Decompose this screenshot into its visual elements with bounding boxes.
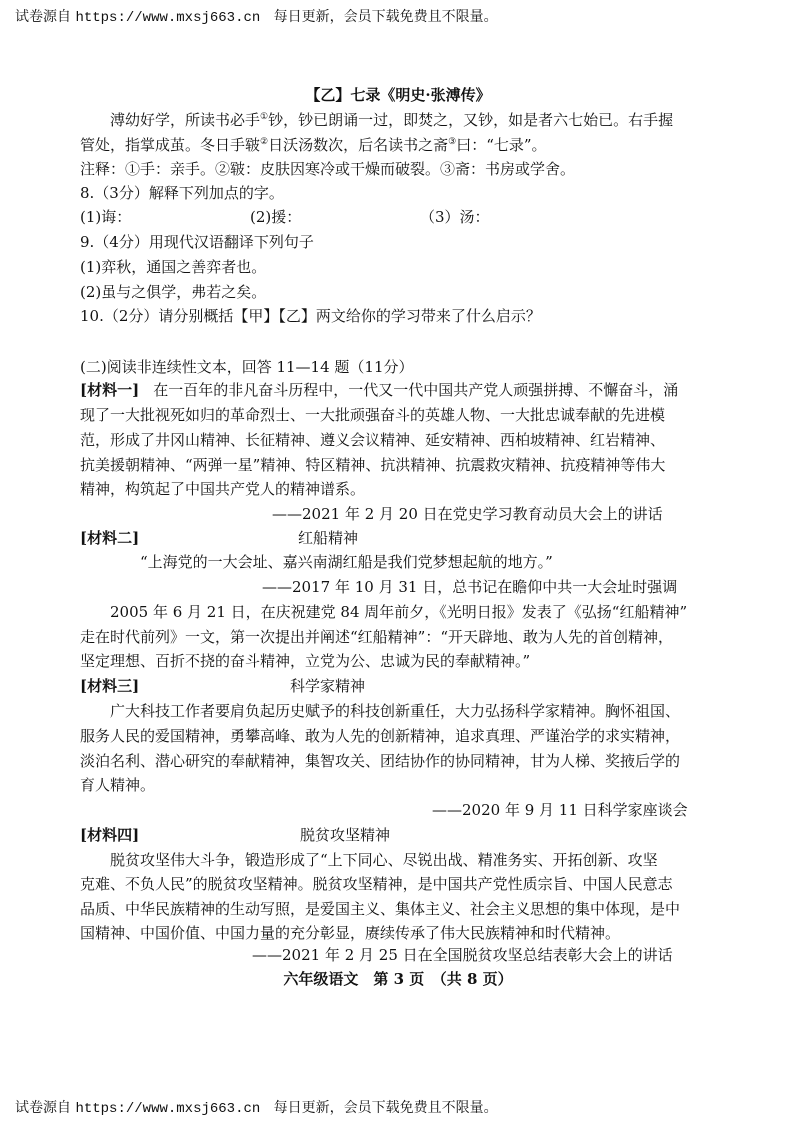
material-1-line1 <box>80 381 716 399</box>
question-10: 10.（2分）请分别概括【甲】【乙】两文给你的学习带来了什么启示？ <box>80 307 541 325</box>
material-4-line3: 品质、中华民族精神的生动写照，是爱国主义、集体主义、社会主义思想的集中体现，是中 <box>80 900 681 918</box>
material-2-title: 红船精神 <box>298 529 359 547</box>
question-8: 8.（3分）解释下列加点的字。 <box>80 184 284 202</box>
material-3-line2: 服务人民的爱国精神，勇攀高峰、敢为人先的创新精神，追求真理、严谨治学的求实精神， <box>80 727 681 745</box>
top-source-banner <box>15 6 498 26</box>
material-2-quote-source: ——2017 年 10 月 31 日，总书记在瞻仰中共一大会址时强调 <box>262 578 678 596</box>
material-4-tag: [材料四] <box>80 826 140 844</box>
material-3-header <box>80 677 716 695</box>
material-4-line4: 国精神、中国价值、中国力量的充分彰显，赓续传承了伟大民族精神和时代精神。 <box>80 924 621 942</box>
question-9-item-1: (1)弈秋，通国之善弈者也。 <box>80 258 267 276</box>
text-seg: 钞，钞已朗诵一过，即焚之，又钞，如是者六七始已。右手握 <box>268 111 674 129</box>
footnote-mark: ② <box>260 137 269 147</box>
section-yi-para-line1 <box>80 111 746 129</box>
material-3-source: ——2020 年 9 月 11 日科学家座谈会 <box>432 801 688 819</box>
material-2-quote: “上海党的一大会址、嘉兴南湖红船是我们党梦想起航的地方。” <box>140 553 553 571</box>
section-yi-para-line2 <box>80 136 716 154</box>
banner-site: 试卷源自 <box>15 9 71 25</box>
material-3-line4: 育人精神。 <box>80 776 156 794</box>
material-3-tag: [材料三] <box>80 677 140 695</box>
material-2-tag: [材料二] <box>80 529 140 547</box>
q8-item-2: (2)援： <box>250 208 302 226</box>
banner-url[interactable]: https://www.mxsj663.cn <box>75 10 261 26</box>
banner-slogan: 每日更新，会员下载免费且不限量。 <box>273 1100 498 1116</box>
banner-url[interactable]: https://www.mxsj663.cn <box>75 1101 261 1117</box>
material-2-line2: 走在时代前列》一文，第一次提出并阐述“红船精神”：“开天辟地、敢为人先的首创精神， <box>80 628 674 646</box>
material-3-line3: 淡泊名利、潜心研究的奉献精神，集智攻关、团结协作的协同精神，甘为人梯、奖掖后学的 <box>80 752 681 770</box>
text-seg: 管处，指掌成茧。冬日手皲 <box>80 136 261 154</box>
material-1-source: ——2021 年 2 月 20 日在党史学习教育动员大会上的讲话 <box>272 505 663 523</box>
material-4-title: 脱贫攻坚精神 <box>300 826 391 844</box>
footnote-mark: ① <box>260 112 269 122</box>
banner-site: 试卷源自 <box>15 1100 71 1116</box>
material-1-line5: 精神，构筑起了中国共产党人的精神谱系。 <box>80 480 366 498</box>
material-1-line4: 抗美援朝精神、“两弹一星”精神、特区精神、抗洪精神、抗震救灾精神、抗疫精神等伟大 <box>80 456 666 474</box>
text-seg: 溥幼好学，所读书必手 <box>110 111 261 129</box>
material-2-line1: 2005 年 6 月 21 日，在庆祝建党 84 周年前夕，《光明日报》发表了《弘扬“红船精神” <box>110 603 688 621</box>
material-4-line1: 脱贫攻坚伟大斗争，锻造形成了“上下同心、尽锐出战、精准务实、开拓创新、攻坚 <box>110 851 658 869</box>
material-1-line2: 现了一大批视死如归的革命烈士、一大批顽强奋斗的英雄人物、一大批忠诚奉献的先进模 <box>80 406 666 424</box>
q8-item-3: （3）汤： <box>420 208 490 226</box>
banner-slogan: 每日更新，会员下载免费且不限量。 <box>273 9 498 25</box>
material-1-tag: [材料一] <box>80 381 140 399</box>
material-3-title: 科学家精神 <box>290 677 366 695</box>
text-seg: 在一百年的非凡奋斗历程中，一代又一代中国共产党人顽强拼搏、不懈奋斗，涌 <box>153 381 679 399</box>
q8-item-1: (1)诲： <box>80 208 132 226</box>
footnote-mark: ③ <box>448 137 457 147</box>
question-9-item-2: (2)虽与之俱学，弗若之矣。 <box>80 283 267 301</box>
material-1-line3: 范，形成了井冈山精神、长征精神、遵义会议精神、延安精神、西柏坡精神、红岩精神、 <box>80 431 666 449</box>
text-seg: 曰：“七录”。 <box>456 136 547 154</box>
bottom-source-banner <box>15 1097 498 1117</box>
text-seg: 日沃汤数次，后名读书之斋 <box>268 136 449 154</box>
material-2-line3: 坚定理想、百折不挠的奋斗精神，立党为公、忠诚为民的奉献精神。” <box>80 652 531 670</box>
question-9: 9.（4分）用现代汉语翻译下列句子 <box>80 233 314 251</box>
part2-heading: (二)阅读非连续性文本，回答 11—14 题（11分） <box>80 358 414 376</box>
section-yi-title: 【乙】七录《明史·张溥传》 <box>305 86 491 104</box>
material-4-header <box>80 826 716 844</box>
material-4-source: ——2021 年 2 月 25 日在全国脱贫攻坚总结表彰大会上的讲话 <box>252 946 673 964</box>
material-4-line2: 克难、不负人民”的脱贫攻坚精神。脱贫攻坚精神，是中国共产党性质宗旨、中国人民意志 <box>80 875 673 893</box>
material-2-header <box>80 529 716 547</box>
material-3-line1: 广大科技工作者要肩负起历史赋予的科技创新重任，大力弘扬科学家精神。胸怀祖国、 <box>110 702 681 720</box>
page-footer: 六年级语文 第 3 页 （共 8 页） <box>283 970 513 988</box>
section-yi-notes: 注释：①手：亲手。②皲：皮肤因寒冷或干燥而破裂。③斋：书房或学舍。 <box>80 160 576 178</box>
